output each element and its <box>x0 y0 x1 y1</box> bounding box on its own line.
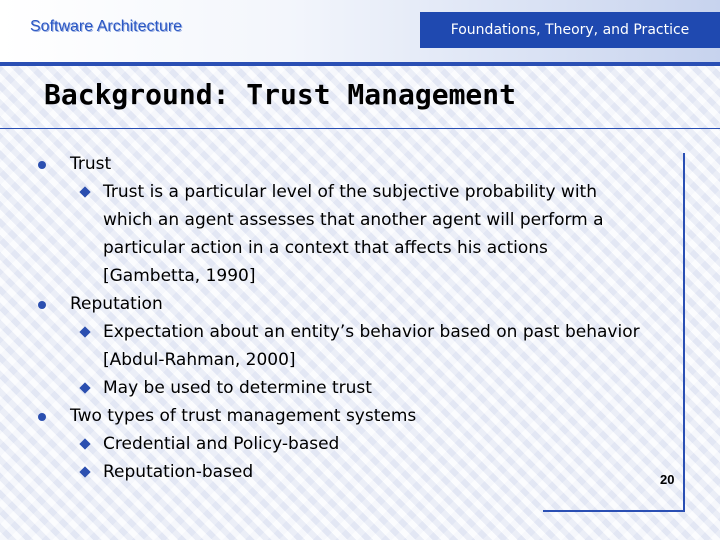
sub-bullet-text: Credential and Policy-based <box>103 434 340 454</box>
sub-bullet-item <box>0 374 700 402</box>
diamond-bullet-icon <box>79 466 90 477</box>
slide-title: Background: Trust Management <box>44 78 517 111</box>
diamond-bullet-icon <box>79 186 90 197</box>
sub-bullet-text: Trust is a particular level of the subjective probability with which an agent assesses that another agent will perform a particular action in a context that affects his actions [Gambetta, 1990] <box>103 182 604 286</box>
diamond-bullet-icon <box>79 438 90 449</box>
header-bar <box>0 0 720 66</box>
sub-bullet-text: May be used to determine trust <box>103 378 372 398</box>
diamond-bullet-icon <box>79 382 90 393</box>
sub-bullet-item <box>0 318 700 374</box>
sub-bullet-item <box>0 178 700 290</box>
sub-bullet-item <box>0 430 700 458</box>
round-bullet-icon <box>38 161 46 169</box>
round-bullet-icon <box>38 301 46 309</box>
course-title: Software Architecture <box>30 18 183 35</box>
corner-horizontal-rule <box>543 510 685 512</box>
corner-vertical-rule <box>683 153 685 511</box>
page-number: 20 <box>660 472 675 487</box>
sub-bullet-text: Expectation about an entity’s behavior based on past behavior [Abdul-Rahman, 2000] <box>103 322 640 370</box>
bullet-item-reputation <box>0 290 700 318</box>
round-bullet-icon <box>38 413 46 421</box>
bullet-label: Two types of trust management systems <box>70 406 417 426</box>
book-subtitle-box: Foundations, Theory, and Practice <box>420 12 720 48</box>
sub-bullet-text: Reputation-based <box>103 462 254 482</box>
bullet-item-trust-systems <box>0 402 700 430</box>
sub-bullet-item <box>0 458 700 486</box>
diamond-bullet-icon <box>79 326 90 337</box>
title-divider <box>0 128 720 129</box>
slide-content <box>0 150 700 486</box>
bullet-label: Reputation <box>70 294 163 314</box>
bullet-label: Trust <box>70 154 112 174</box>
bullet-item-trust <box>0 150 700 178</box>
